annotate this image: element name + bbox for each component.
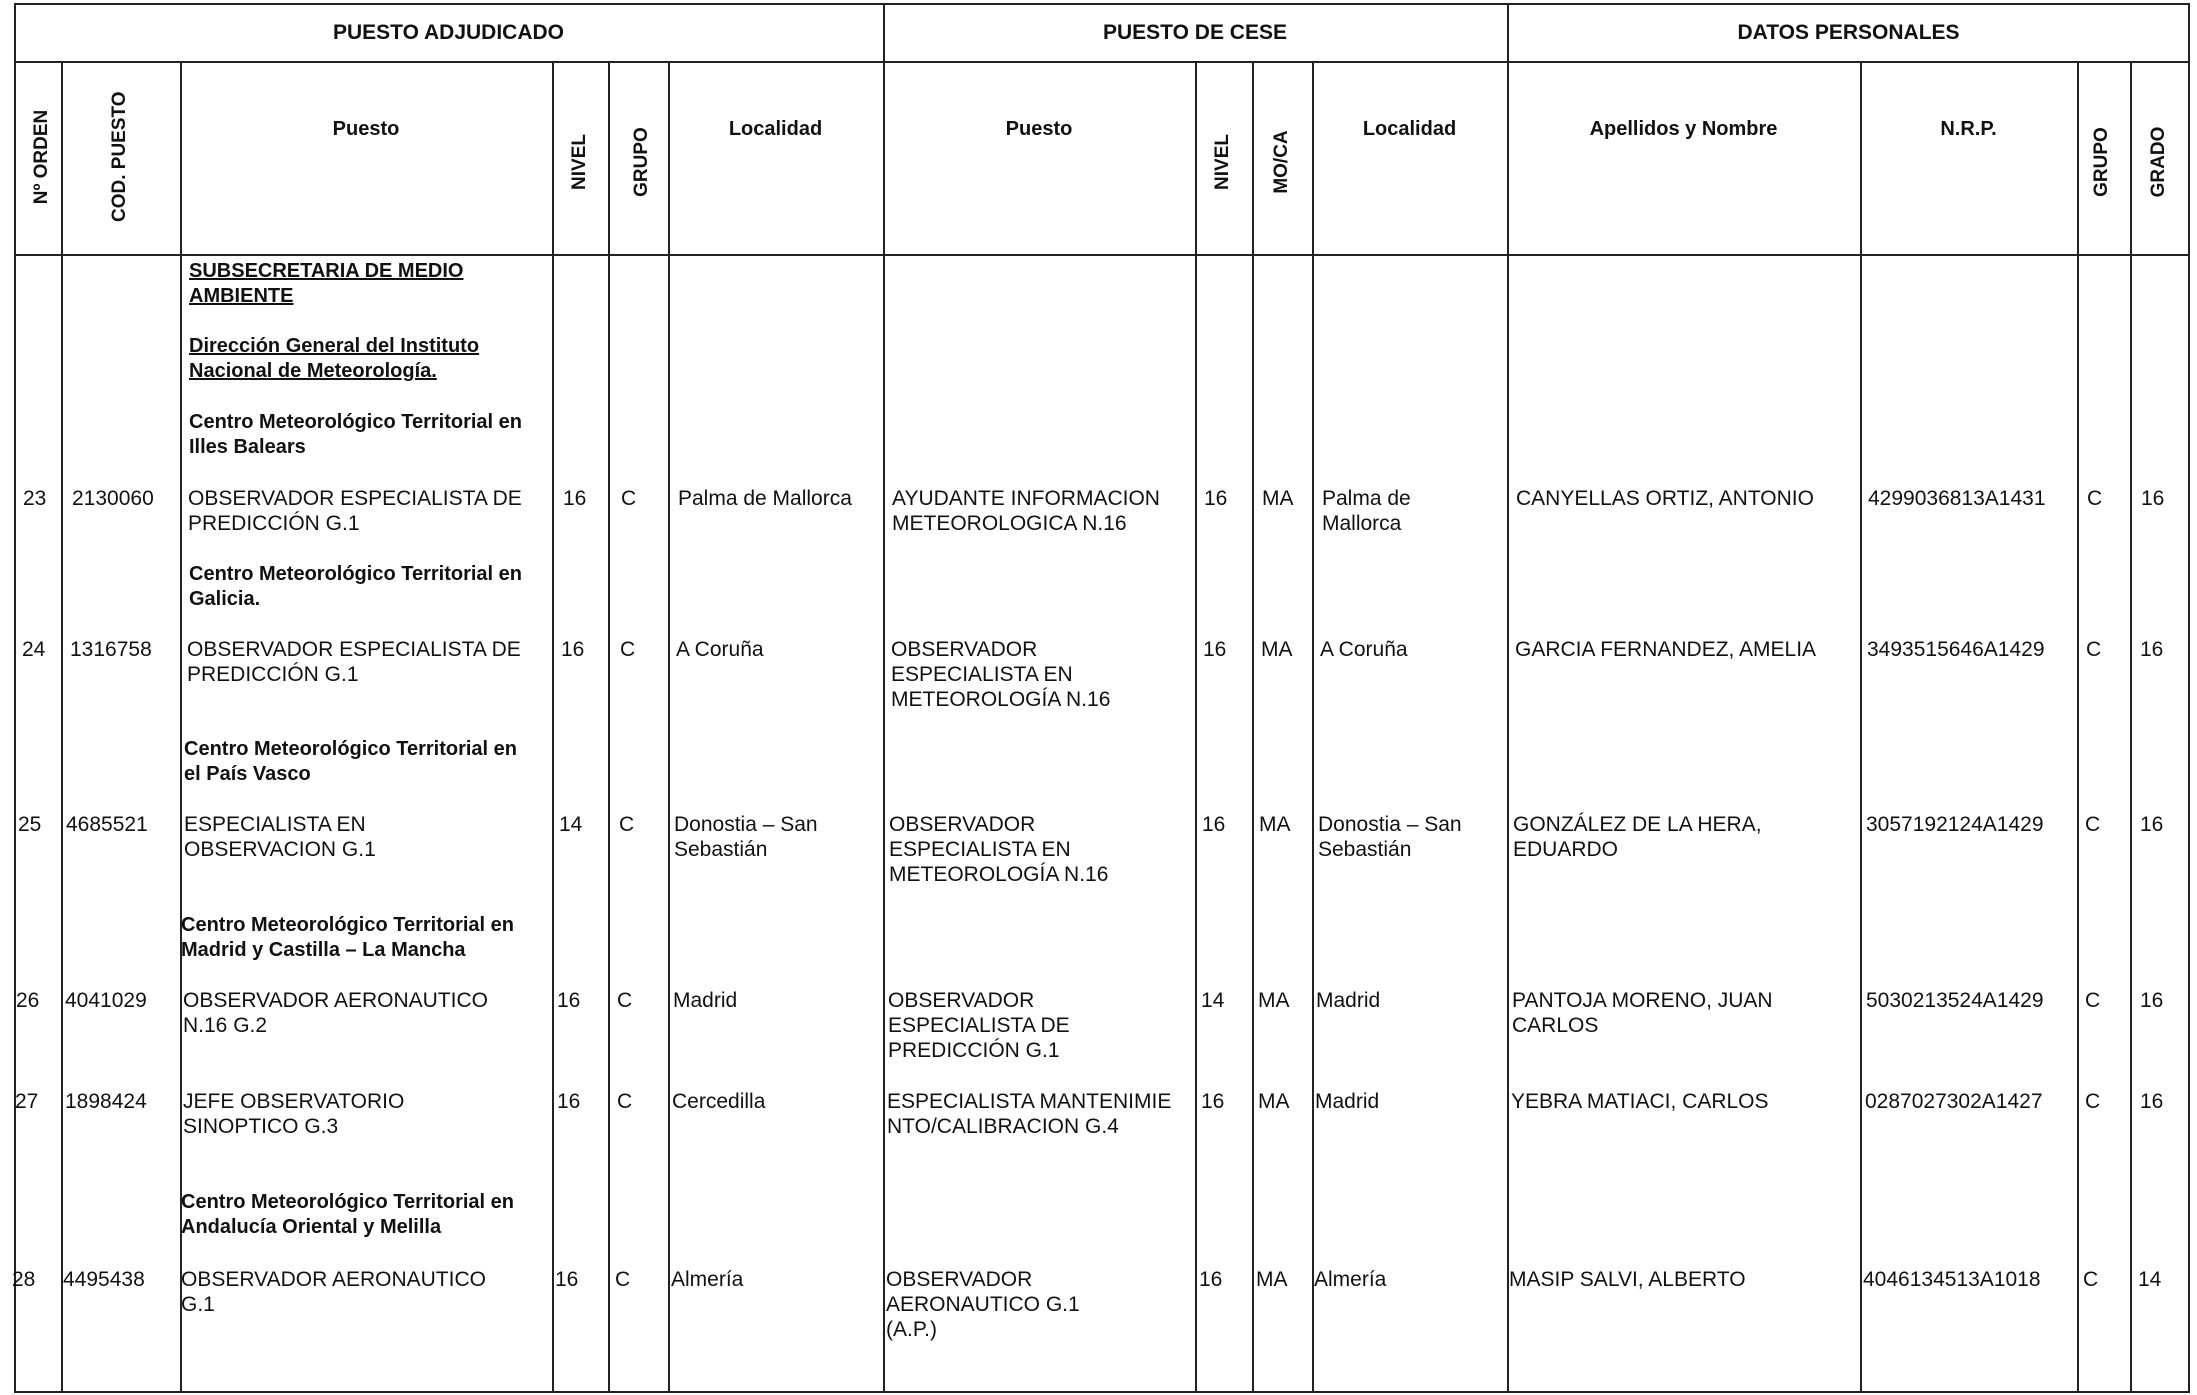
cell-orden: 25 <box>18 813 42 836</box>
cell-moca: MA <box>1259 813 1291 836</box>
cell-nivel: 16 <box>557 1090 581 1113</box>
cell-cese-localidad: Donostia – San Sebastián <box>1318 813 1462 861</box>
cell-orden: 23 <box>23 487 47 510</box>
group-header-datos-personales: DATOS PERSONALES <box>1737 21 1960 44</box>
cell-cod-puesto: 4041029 <box>65 989 147 1012</box>
group-header-puesto-de-cese: PUESTO DE CESE <box>1103 21 1287 44</box>
cell-grupo: C <box>615 1268 631 1291</box>
col-sep-nombre <box>1860 61 1862 1393</box>
cell-cese-nivel: 16 <box>1201 1090 1225 1113</box>
cell-cese-localidad: Madrid <box>1315 1090 1380 1113</box>
cell-moca: MA <box>1261 638 1293 661</box>
cell-puesto: OBSERVADOR ESPECIALISTA DE PREDICCIÓN G.1 <box>188 487 522 535</box>
cell-grupo: C <box>617 1090 633 1113</box>
cell-localidad: Cercedilla <box>672 1090 766 1113</box>
cell-orden: 28 <box>12 1268 36 1291</box>
cell-grupo: C <box>617 989 633 1012</box>
cell-grado: 16 <box>2140 813 2164 836</box>
cell-nivel: 16 <box>557 989 581 1012</box>
cell-cod-puesto: 4495438 <box>63 1268 145 1291</box>
column-header-apellidos-nombre: Apellidos y Nombre <box>1589 118 1778 140</box>
cell-moca: MA <box>1258 1090 1290 1113</box>
cell-nivel: 16 <box>555 1268 579 1291</box>
cell-dp-grupo: C <box>2087 487 2103 510</box>
cell-grado: 14 <box>2138 1268 2162 1291</box>
cell-cese-puesto: OBSERVADOR AERONAUTICO G.1 (A.P.) <box>886 1268 1080 1341</box>
column-header-cese-moca: MO/CA <box>1271 130 1292 194</box>
cell-cese-puesto: ESPECIALISTA MANTENIMIENTO/CALIBRACION G.4 <box>887 1090 1172 1138</box>
cell-localidad: Almería <box>671 1268 744 1291</box>
col-sep-nivel <box>608 61 610 1393</box>
cell-moca: MA <box>1258 989 1290 1012</box>
cell-cod-puesto: 4685521 <box>66 813 148 836</box>
group-separator-1 <box>883 3 885 1393</box>
cell-nombre: GONZÁLEZ DE LA HERA, EDUARDO <box>1513 813 1762 861</box>
column-header-cod-puesto: COD. PUESTO <box>109 91 130 222</box>
cell-dp-grupo: C <box>2085 1090 2101 1113</box>
section-cmt-baleares: Centro Meteorológico Territorial en Illes Balears <box>189 411 522 458</box>
cell-cese-nivel: 16 <box>1204 487 1228 510</box>
cell-puesto: ESPECIALISTA EN OBSERVACION G.1 <box>184 813 376 861</box>
col-sep-orden <box>61 61 63 1393</box>
section-subsecretaria: SUBSECRETARIA DE MEDIO AMBIENTE <box>189 260 464 307</box>
cell-localidad: Donostia – San Sebastián <box>674 813 818 861</box>
cell-moca: MA <box>1256 1268 1288 1291</box>
column-header-n-orden: Nº ORDEN <box>31 109 52 205</box>
cell-cese-puesto: OBSERVADOR ESPECIALISTA EN METEOROLOGÍA N.16 <box>891 638 1111 711</box>
cell-localidad: Madrid <box>673 989 738 1012</box>
header-bottom-rule <box>14 254 2190 256</box>
col-sep-puesto <box>552 61 554 1393</box>
column-header-puesto: Puesto <box>332 118 400 140</box>
cell-nrp: 4299036813A1431 <box>1868 487 2046 510</box>
cell-nivel: 16 <box>561 638 585 661</box>
cell-orden: 27 <box>15 1090 39 1113</box>
cell-puesto: OBSERVADOR AERONAUTICO G.1 <box>181 1268 486 1316</box>
cell-nombre: CANYELLAS ORTIZ, ANTONIO <box>1516 487 1814 510</box>
group-separator-2 <box>1507 3 1509 1393</box>
cell-cese-nivel: 16 <box>1199 1268 1223 1291</box>
column-header-cese-localidad: Localidad <box>1362 118 1457 140</box>
cell-grupo: C <box>621 487 637 510</box>
section-cmt-galicia: Centro Meteorológico Territorial en Galicia. <box>189 563 522 610</box>
col-sep-nrp <box>2077 61 2079 1393</box>
column-header-grupo: GRUPO <box>631 127 652 197</box>
cell-cese-nivel: 16 <box>1203 638 1227 661</box>
cell-nombre: GARCIA FERNANDEZ, AMELIA <box>1515 638 1817 661</box>
col-sep-dp-grupo <box>2130 61 2132 1393</box>
cell-cese-localidad: Almería <box>1314 1268 1387 1291</box>
cell-puesto: OBSERVADOR AERONAUTICO N.16 G.2 <box>183 989 488 1037</box>
cell-cese-puesto: AYUDANTE INFORMACION METEOROLOGICA N.16 <box>892 487 1160 535</box>
cell-dp-grupo: C <box>2085 813 2101 836</box>
column-header-cese-nivel: NIVEL <box>1212 134 1233 190</box>
cell-nombre: MASIP SALVI, ALBERTO <box>1509 1268 1746 1291</box>
cell-localidad: A Coruña <box>676 638 764 661</box>
col-sep-cese-puesto <box>1195 61 1197 1393</box>
cell-nrp: 4046134513A1018 <box>1863 1268 2041 1291</box>
section-cmt-andalucia: Centro Meteorológico Territorial en Andalucía Oriental y Melilla <box>181 1191 514 1238</box>
cell-cod-puesto: 1898424 <box>65 1090 147 1113</box>
cell-nombre: YEBRA MATIACI, CARLOS <box>1511 1090 1769 1113</box>
cell-moca: MA <box>1262 487 1294 510</box>
cell-puesto: OBSERVADOR ESPECIALISTA DE PREDICCIÓN G.1 <box>187 638 521 686</box>
column-header-cese-puesto: Puesto <box>1005 118 1073 140</box>
cell-nrp: 5030213524A1429 <box>1866 989 2044 1012</box>
cell-orden: 24 <box>22 638 46 661</box>
cell-cod-puesto: 1316758 <box>70 638 152 661</box>
cell-puesto: JEFE OBSERVATORIO SINOPTICO G.3 <box>183 1090 405 1138</box>
cell-cese-localidad: A Coruña <box>1320 638 1408 661</box>
section-cmt-pais-vasco: Centro Meteorológico Territorial en el País Vasco <box>184 738 517 785</box>
cell-cese-puesto: OBSERVADOR ESPECIALISTA DE PREDICCIÓN G.1 <box>888 989 1070 1062</box>
cell-dp-grupo: C <box>2083 1268 2099 1291</box>
cell-dp-grupo: C <box>2085 989 2101 1012</box>
column-header-nivel: NIVEL <box>569 134 590 190</box>
cell-nivel: 16 <box>563 487 587 510</box>
cell-nivel: 14 <box>559 813 583 836</box>
cell-grupo: C <box>619 813 635 836</box>
column-header-dp-grupo: GRUPO <box>2091 127 2112 197</box>
cell-orden: 26 <box>16 989 40 1012</box>
col-sep-grupo <box>668 61 670 1393</box>
cell-grupo: C <box>620 638 636 661</box>
cell-cese-localidad: Madrid <box>1316 989 1381 1012</box>
cell-nrp: 3493515646A1429 <box>1867 638 2045 661</box>
cell-grado: 16 <box>2141 487 2165 510</box>
cell-dp-grupo: C <box>2086 638 2102 661</box>
cell-cod-puesto: 2130060 <box>72 487 154 510</box>
cell-localidad: Palma de Mallorca <box>678 487 852 510</box>
column-header-dp-grado: GRADO <box>2148 126 2169 198</box>
column-header-nrp: N.R.P. <box>1940 118 1997 140</box>
col-sep-moca <box>1312 61 1314 1393</box>
column-header-localidad: Localidad <box>728 118 823 140</box>
section-cmt-madrid: Centro Meteorológico Territorial en Madrid y Castilla – La Mancha <box>181 914 514 961</box>
cell-cese-nivel: 16 <box>1202 813 1226 836</box>
cell-nombre: PANTOJA MORENO, JUAN CARLOS <box>1512 989 1773 1037</box>
header-group-divider <box>14 61 2190 63</box>
cell-nrp: 0287027302A1427 <box>1865 1090 2043 1113</box>
group-header-puesto-adjudicado: PUESTO ADJUDICADO <box>332 21 565 44</box>
cell-nrp: 3057192124A1429 <box>1866 813 2044 836</box>
cell-grado: 16 <box>2140 1090 2164 1113</box>
section-direccion-general: Dirección General del Instituto Nacional de Meteorología. <box>189 335 480 382</box>
cell-cese-nivel: 14 <box>1201 989 1225 1012</box>
col-sep-cese-nivel <box>1252 61 1254 1393</box>
cell-grado: 16 <box>2140 638 2164 661</box>
cell-cese-puesto: OBSERVADOR ESPECIALISTA EN METEOROLOGÍA N.16 <box>889 813 1109 886</box>
cell-grado: 16 <box>2140 989 2164 1012</box>
cell-cese-localidad: Palma de Mallorca <box>1322 487 1411 535</box>
